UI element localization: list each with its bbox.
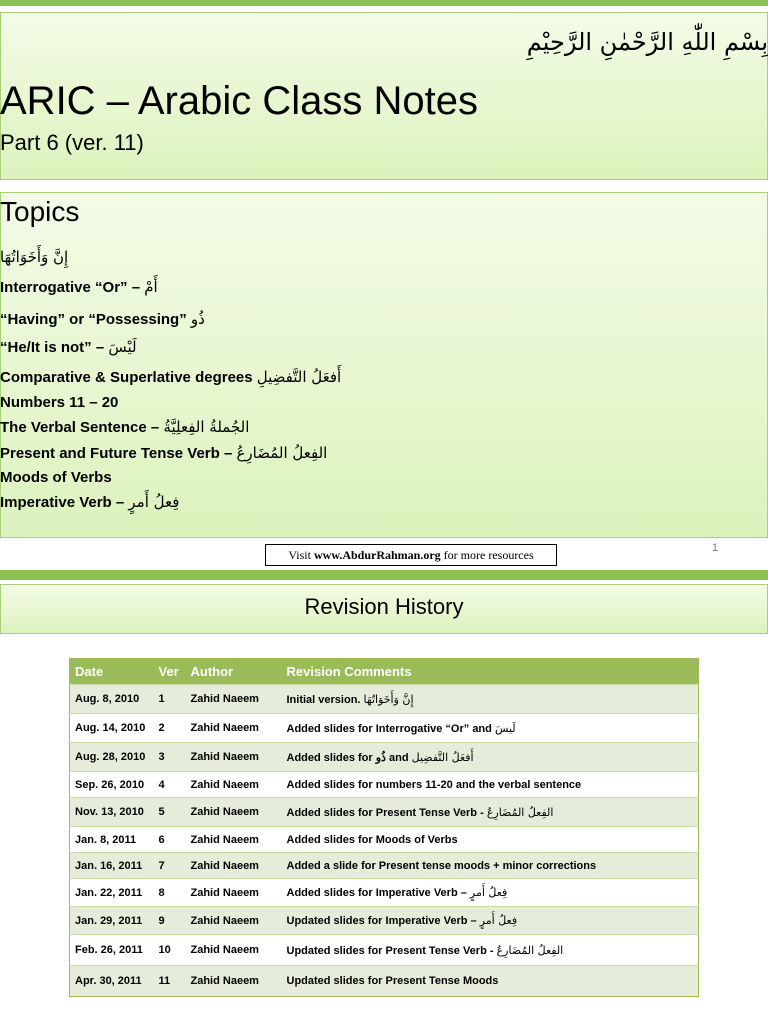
- column-header-author: Author: [186, 659, 282, 685]
- table-row: Jan. 29, 2011 9 Zahid Naeem Updated slides for Imperative Verb – فِعلُ أَمرٍ: [70, 907, 699, 935]
- document-subtitle: Part 6 (ver. 11): [0, 130, 144, 155]
- revision-history-title: Revision History: [304, 594, 464, 619]
- table-row: Jan. 16, 2011 7 Zahid Naeem Added a slide for Present tense moods + minor corrections: [70, 853, 699, 879]
- page-number: 1: [712, 542, 719, 554]
- top-accent-bar: [0, 0, 768, 6]
- topics-panel: [0, 192, 768, 538]
- table-row: Feb. 26, 2011 10 Zahid Naeem Updated slides for Present Tense Verb - الفِعلُ المُضَارِعُ: [70, 935, 699, 966]
- table-row: Jan. 22, 2011 8 Zahid Naeem Added slides for Imperative Verb – فِعلُ أَمرٍ: [70, 879, 699, 907]
- table-row: Sep. 26, 2010 4 Zahid Naeem Added slides for numbers 11-20 and the verbal sentence: [70, 772, 699, 798]
- column-header-date: Date: [70, 659, 154, 685]
- topic-item: Comparative & Superlative degrees أَفعَلُ التَّفضِيلِ: [0, 368, 342, 386]
- column-header-ver: Ver: [154, 659, 186, 685]
- topic-item: Imperative Verb – فِعلُ أَمرٍ: [0, 493, 180, 511]
- table-row: Nov. 13, 2010 5 Zahid Naeem Added slides for Present Tense Verb - الفِعلُ المُضَارِعُ: [70, 798, 699, 827]
- table-row: Aug. 28, 2010 3 Zahid Naeem Added slides for ذُو and أَفعَلُ التَّفضِيل: [70, 743, 699, 772]
- table-row: Aug. 8, 2010 1 Zahid Naeem Initial version. إِنَّ وَأَخَوَاتُهَا: [70, 685, 699, 714]
- topics-heading: Topics: [0, 196, 80, 227]
- topic-item: Numbers 11 – 20: [0, 394, 119, 411]
- topic-item: “He/It is not” – لَيْسَ: [0, 338, 137, 356]
- column-header-comments: Revision Comments: [282, 659, 699, 685]
- revision-history-table: [69, 658, 699, 997]
- table-row: Apr. 30, 2011 11 Zahid Naeem Updated slides for Present Tense Moods: [70, 966, 699, 997]
- topic-item: “Having” or “Possessing” ذُو: [0, 310, 205, 328]
- table-header-row: [70, 659, 699, 685]
- footer-website-link[interactable]: Visit www.AbdurRahman.org for more resources: [265, 544, 557, 566]
- topic-item: إِنَّ وَأَخَوَاتُهَا: [0, 248, 69, 266]
- table-row: Aug. 14, 2010 2 Zahid Naeem Added slides for Interrogative “Or” and لَيسَ: [70, 714, 699, 743]
- topic-item: Interrogative “Or” – أَمْ: [0, 278, 158, 296]
- topic-item: Present and Future Tense Verb – الفِعلُ المُضَارِعُ: [0, 444, 328, 462]
- table-row: Jan. 8, 2011 6 Zahid Naeem Added slides for Moods of Verbs: [70, 827, 699, 853]
- topic-item: Moods of Verbs: [0, 469, 112, 486]
- topic-item: The Verbal Sentence – الجُملةُ الفِعلِيَّةُ: [0, 418, 250, 436]
- document-title: ARIC – Arabic Class Notes: [0, 79, 478, 123]
- website-url[interactable]: www.AbdurRahman.org: [313, 548, 441, 562]
- bismillah-text: بِسْمِ اللّٰهِ الرَّحْمٰنِ الرَّحِيْمِ: [526, 28, 768, 56]
- section-accent-bar: [0, 570, 768, 580]
